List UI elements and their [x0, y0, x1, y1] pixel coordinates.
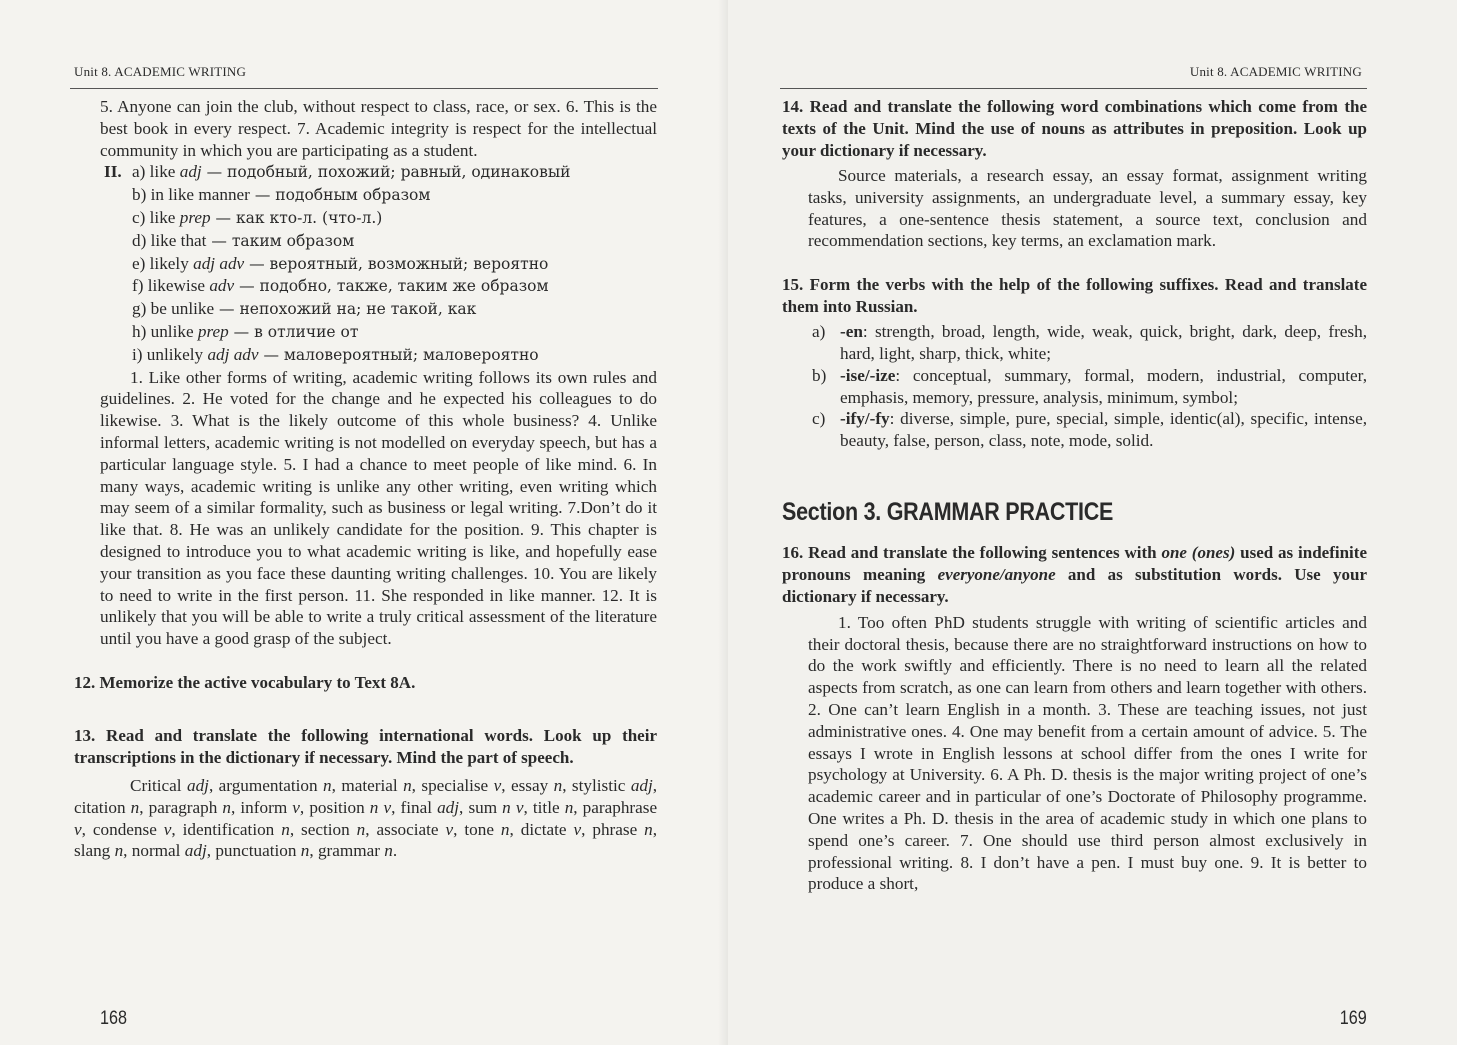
right-column	[782, 96, 1367, 895]
vocab-item: e) likely adj adv — вероятный, возможный; вероятно	[132, 253, 549, 273]
suffix-item: c) -ify/-fy: diverse, simple, pure, special, simple, identic(al), specific, intense, beauty, false, person, class, note, mode, solid.	[812, 409, 1367, 451]
page-number: 169	[1340, 1008, 1367, 1029]
header-rule	[780, 88, 1367, 89]
continued-paragraph: 5. Anyone can join the club, without respect to class, race, or sex. 6. This is the best book in every respect. 7. Academic integrity is respect for the intellectual community in which you are participating as a student.	[100, 97, 657, 160]
vocab-item: f) likewise adv — подобно, также, таким же образом	[132, 276, 549, 296]
task-14: 14. Read and translate the following word combinations which come from the texts of the Unit. Mind the use of nouns as attributes in preposition. Look up your dictionary if necessary.	[782, 97, 1367, 160]
suffix-item: a) -en: strength, broad, length, wide, weak, quick, bright, dark, deep, fresh, hard, light, sharp, thick, white;	[812, 322, 1367, 363]
vocab-item: d) like that — таким образом	[132, 230, 355, 250]
words-13: Critical adj, argumentation n, material n, specialise v, essay n, stylistic adj, citation n, paragraph n, inform v, position n v, final adj, sum n v, title n, paraphrase v, condense v, identification n, section n, associate v, tone n, dictate v, phrase n, slang n, normal adj, punctuation n, grammar n.	[74, 775, 658, 861]
vocab-item: i) unlikely adj adv — маловероятный; маловероятно	[132, 344, 539, 364]
header-rule	[70, 88, 658, 89]
vocab-item: a) like adj — подобный, похожий; равный, одинаковый	[132, 162, 571, 182]
suffix-list	[782, 321, 1367, 452]
task-12: 12. Memorize the active vocabulary to Text 8A.	[74, 672, 416, 692]
task-16: 16. Read and translate the following sentences with one (ones) used as indefinite pronouns meaning everyone/anyone and as substitution words. Use your dictionary if necessary.	[782, 542, 1367, 606]
list-label: II.	[104, 162, 122, 182]
running-head: Unit 8. ACADEMIC WRITING	[74, 64, 247, 79]
vocab-item: h) unlike prep — в отличие от	[132, 321, 359, 341]
task-13: 13. Read and translate the following international words. Look up their transcriptions in the dictionary if necessary. Mind the part of speech.	[74, 725, 657, 767]
suffix-item: b) -ise/-ize: conceptual, summary, formal, modern, industrial, computer, emphasis, memory, pressure, analysis, minimum, symbol;	[812, 365, 1367, 407]
task-14-body: Source materials, a research essay, an essay format, assignment writing tasks, university assignments, an undergraduate level, a summary essay, key features, a one-sentence thesis statement, a source text, conclusion and recommendation sections, key terms, an exclamation mark.	[808, 166, 1367, 251]
left-page	[0, 0, 728, 1045]
page-number: 168	[100, 1008, 127, 1029]
examples-paragraph: 1. Like other forms of writing, academic writing follows its own rules and guidelines. 2. He voted for the change and he expected his colleagues to do likewise. 3. What is the likely outcome of this whole business? 4. Unlike informal letters, academic writing is not modelled on everyday speech, but has a particular language style. 5. I had a chance to meet people of like mind. 6. In many ways, academic writing is unlike any other writing, even writing which may seem of a similar formality, such as business or legal writing. 7.Don’t do it like that. 8. He was an unlikely candidate for the position. 9. This chapter is designed to introduce you to what academic writing is like, and hopefully ease your transition as you face these daunting writing challenges. 10. You are likely to need to write in the first person. 11. She responded in like manner. 12. It is unlikely that you will be able to write a truly critical assessment of the literature until you have a good grasp of the subject.	[100, 367, 657, 649]
running-head: Unit 8. ACADEMIC WRITING	[1189, 64, 1362, 79]
vocab-item: g) be unlike — непохожий на; не такой, как	[132, 299, 477, 319]
vocab-item: c) like prep — как кто-л. (что-л.)	[132, 207, 383, 227]
task-15: 15. Form the verbs with the help of the following suffixes. Read and translate them into Russian.	[782, 275, 1367, 317]
right-page	[728, 0, 1457, 1045]
left-column	[74, 96, 658, 862]
vocab-item: b) in like manner — подобным образом	[132, 185, 431, 205]
vocabulary-list	[100, 161, 657, 366]
like-list	[100, 161, 657, 366]
section-title: Section 3. GRAMMAR PRACTICE	[782, 497, 1114, 526]
task-16-body: 1. Too often PhD students struggle with writing of scientific articles and their doctoral thesis, because there are no straightforward instructions on how to do the work swiftly and efficiently. There is no need to learn all the related aspects from scratch, as one can learn from others and learn together with others. 2. One can’t learn English in a month. 3. These are teaching issues, not just administrative ones. 4. One may benefit from a certain amount of advice. 5. The essays I wrote in English lessons at school differ from the ones I write for psychology at University. 6. A Ph. D. thesis is the major writing project of one’s academic career and in particular of one’s Doctorate of Philosophy programme. One writes a Ph. D. thesis in the area of academic study in which one plans to spend one’s career. 7. One should use third person almost exclusively in professional writing. 8. I don’t have a pen. I must buy one. 9. It is better to produce a short,	[808, 612, 1367, 894]
